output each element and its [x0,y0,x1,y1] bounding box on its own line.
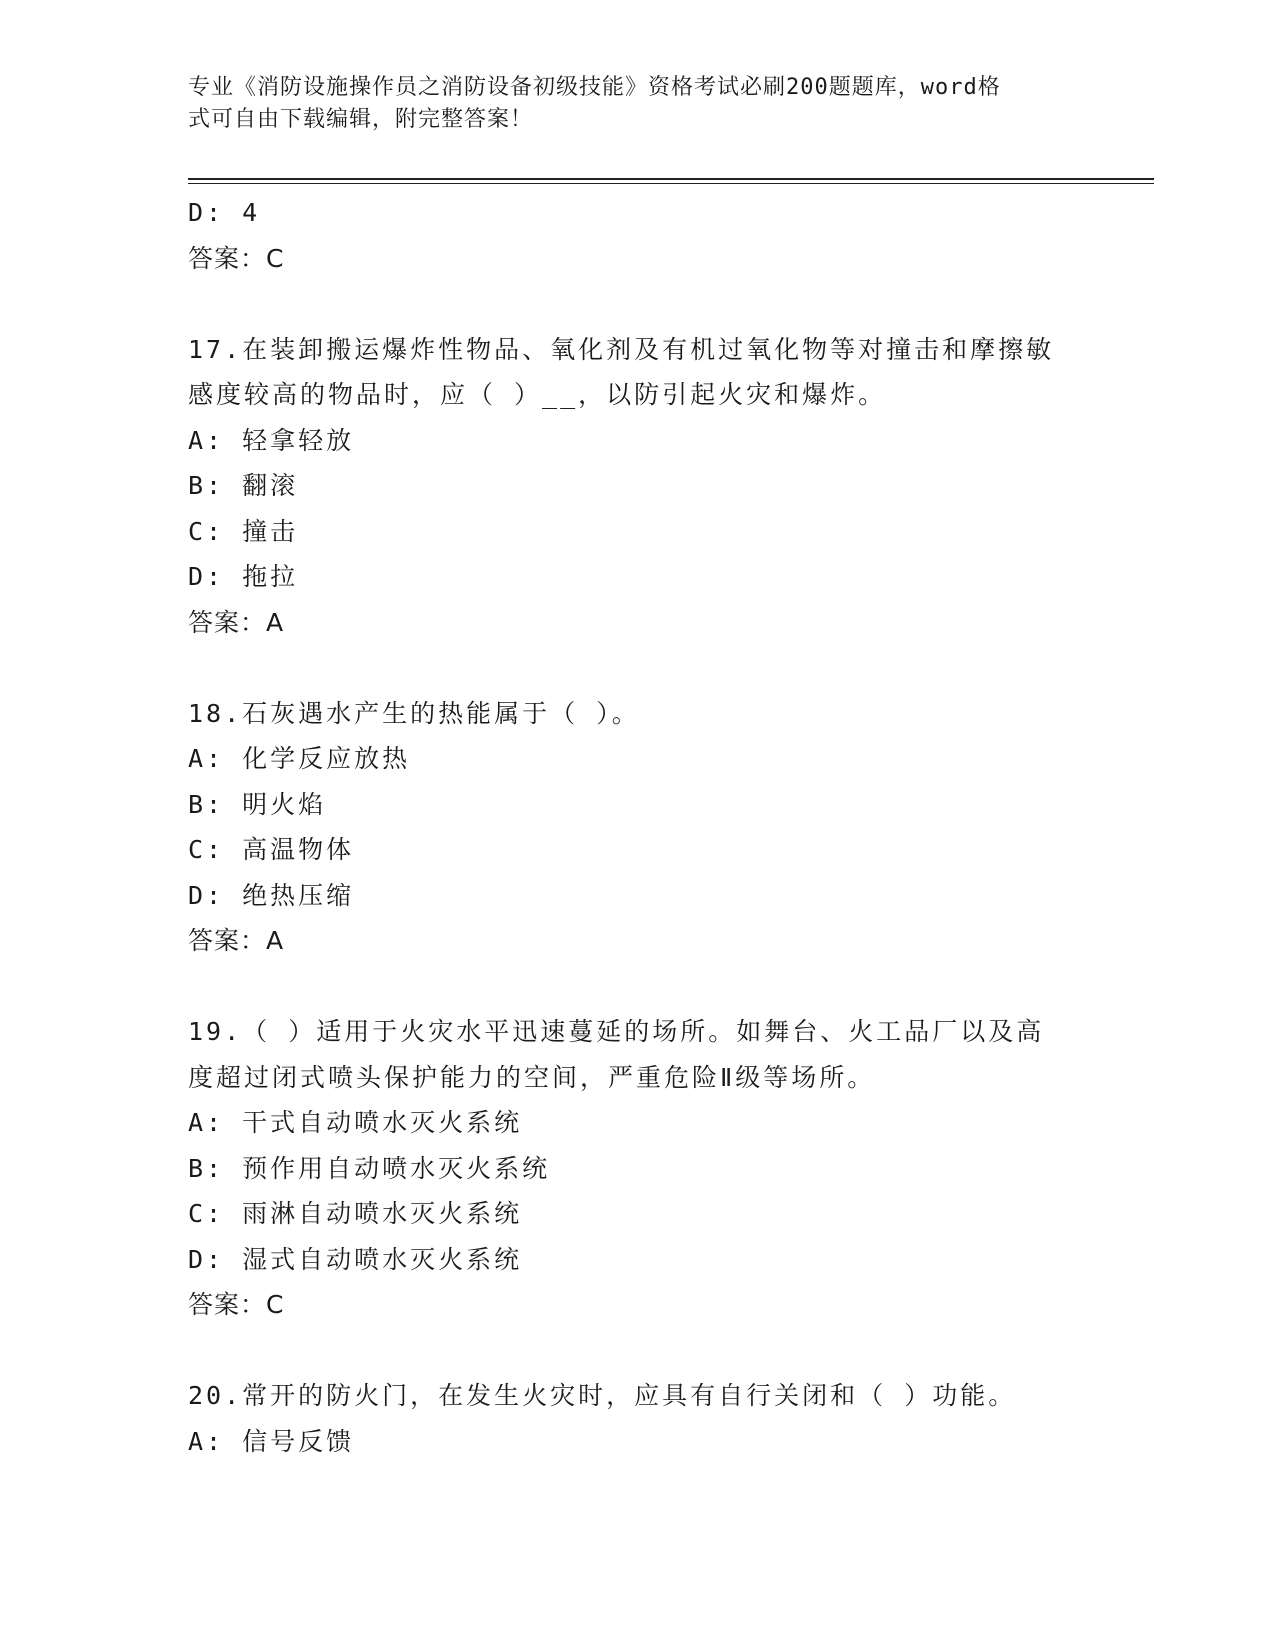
page-header [188,72,1088,136]
stem-line: 20.常开的防火门，在发生火灾时，应具有自行关闭和（ ）功能。 [188,1381,1017,1410]
answer: 答案：C [188,1290,285,1319]
option-b: B: 翻滚 [188,471,299,500]
question-18 [188,691,1088,964]
stem-line: 17.在装卸搬运爆炸性物品、氧化剂及有机过氧化物等对撞击和摩擦敏 [188,334,1055,364]
option-c: C: 撞击 [188,516,299,546]
option-d: D: 拖拉 [188,562,299,591]
header-line-2: 式可自由下载编辑，附完整答案！ [188,107,534,132]
option-a: A: 化学反应放热 [188,744,411,773]
option-d: D: 绝热压缩 [188,880,355,910]
option-a: A: 干式自动喷水灭火系统 [188,1108,523,1137]
option-b: B: 明火焰 [188,789,327,819]
option-c: C: 雨淋自动喷水灭火系统 [188,1199,523,1228]
option-a: A: 信号反馈 [188,1426,355,1456]
question-19 [188,1009,1088,1328]
option-d: D: 湿式自动喷水灭火系统 [188,1244,523,1274]
option-c: C: 高温物体 [188,835,355,864]
header-line-1: 专业《消防设施操作员之消防设备初级技能》资格考试必刷200题题库，word格 [188,75,1001,100]
option-b: B: 预作用自动喷水灭火系统 [188,1153,551,1183]
question-content [188,190,1088,1464]
option-d: D: 4 [188,198,261,227]
stem-line: 度超过闭式喷头保护能力的空间，严重危险Ⅱ级等场所。 [188,1062,876,1092]
stem-line: 18.石灰遇水产生的热能属于（ ）。 [188,698,640,728]
answer: 答案：C [188,243,285,273]
question-stem [188,327,1088,418]
question-stem [188,1373,1088,1419]
question-17 [188,327,1088,646]
stem-line: 19.（ ）适用于火灾水平迅速蔓延的场所。如舞台、火工品厂以及高 [188,1017,1045,1046]
question-stem [188,691,1088,737]
answer: 答案：A [188,926,285,955]
answer: 答案：A [188,607,285,637]
option-a: A: 轻拿轻放 [188,425,355,455]
question-stem [188,1009,1088,1100]
header-divider [188,178,1154,184]
question-20 [188,1373,1088,1464]
stem-line: 感度较高的物品时，应（ ）__，以防引起火灾和爆炸。 [188,380,887,409]
